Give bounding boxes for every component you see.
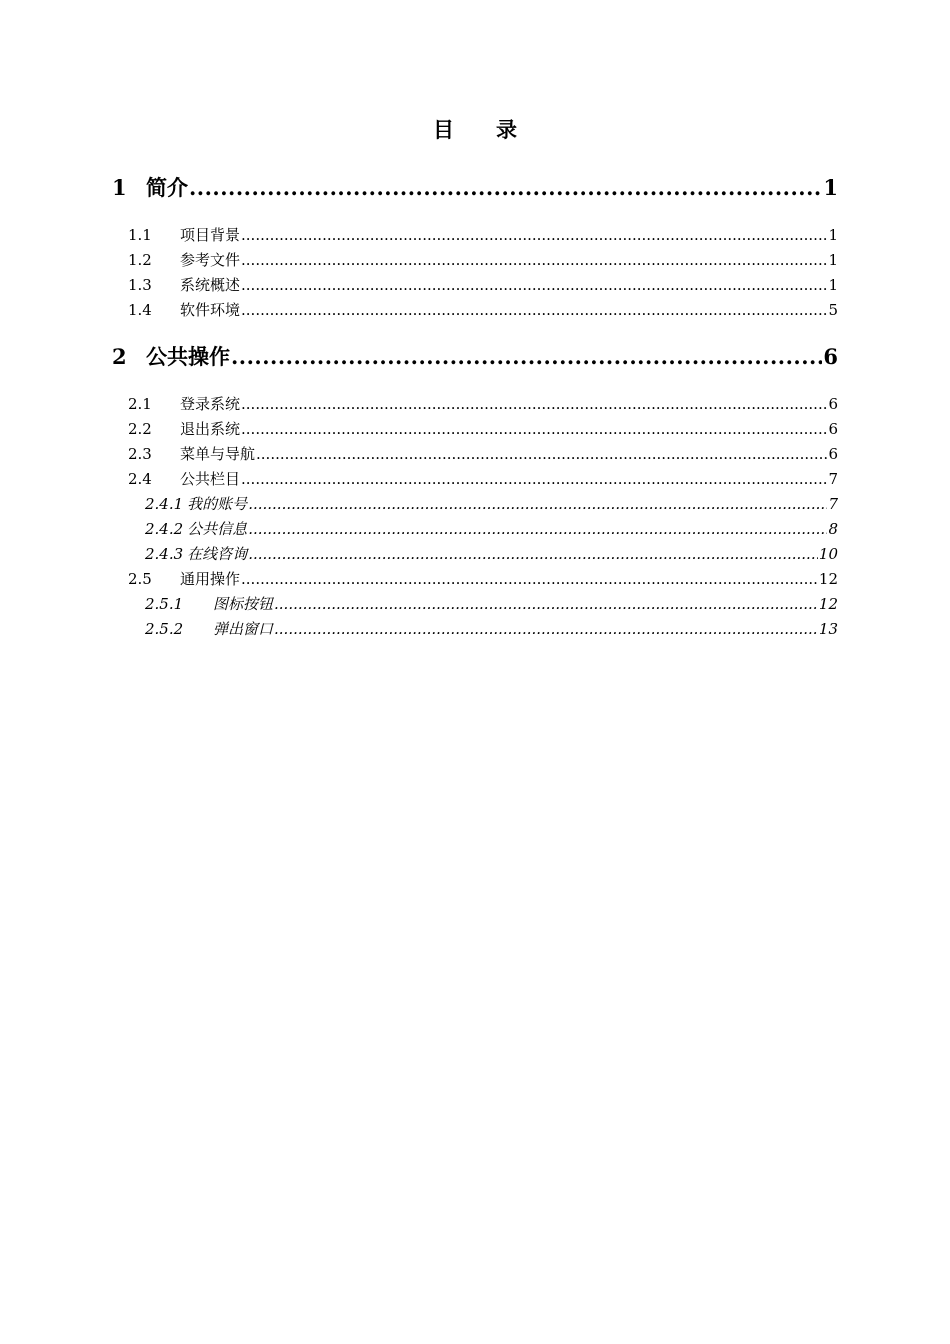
dot-leader <box>241 226 827 244</box>
toc-entry-1-1[interactable] <box>112 224 838 245</box>
toc-entry-2-5-1[interactable] <box>112 593 838 614</box>
toc-entry-2-1[interactable] <box>112 393 838 414</box>
toc-entry-label: 项目背景 <box>180 226 241 244</box>
toc-title: 目 录 <box>433 117 517 142</box>
toc-entry-label: 系统概述 <box>180 276 241 294</box>
toc-entry-label: 弹出窗口 <box>213 620 274 638</box>
toc-entry-label: 图标按钮 <box>213 595 274 613</box>
toc-entry-number: 2.5 <box>128 570 152 588</box>
toc-entry-page: 7 <box>828 470 838 488</box>
toc-entry-number: 2.4 <box>128 470 152 488</box>
toc-entry-label: 在线咨询 <box>187 545 248 563</box>
toc-entry-number: 2 <box>112 344 127 369</box>
toc-entry-2-5-2[interactable] <box>112 618 838 639</box>
toc-entry-label: 公共信息 <box>187 520 248 538</box>
toc-entry-1-3[interactable] <box>112 274 838 295</box>
toc-entry-page: 13 <box>818 620 838 638</box>
dot-leader <box>241 276 827 294</box>
toc-entry-label: 我的账号 <box>187 495 248 513</box>
toc-entry-1-4[interactable] <box>112 299 838 320</box>
toc-entry-page: 7 <box>828 495 838 513</box>
toc-entry-label: 公共栏目 <box>180 470 241 488</box>
toc-entry-number: 1.4 <box>128 301 152 319</box>
toc-entry-2-3[interactable] <box>112 443 838 464</box>
toc-entry-number: 2.5.1 <box>145 595 184 613</box>
toc-entry-2-5[interactable] <box>112 568 838 589</box>
toc-entry-label: 简介 <box>146 175 188 200</box>
toc-entry-number: 2.4.3 <box>145 545 184 563</box>
dot-leader <box>241 470 827 488</box>
toc-entry-number: 1.1 <box>128 226 152 244</box>
toc-entry-page: 8 <box>828 520 838 538</box>
dot-leader <box>248 520 827 538</box>
dot-leader <box>241 395 827 413</box>
toc-entry-2-4[interactable] <box>112 468 838 489</box>
toc-entry-number: 2.1 <box>128 395 152 413</box>
toc-entry-number: 2.3 <box>128 445 152 463</box>
dot-leader <box>231 344 822 369</box>
toc-entry-page: 10 <box>818 545 838 563</box>
dot-leader <box>241 570 818 588</box>
toc-entry-1-2[interactable] <box>112 249 838 270</box>
toc-entry-2-4-3[interactable] <box>112 543 838 564</box>
dot-leader <box>189 175 822 200</box>
toc-entry-label: 公共操作 <box>146 344 230 369</box>
toc-entry-page: 6 <box>828 420 838 438</box>
toc-entry-label: 菜单与导航 <box>180 445 256 463</box>
dot-leader <box>274 620 818 638</box>
toc-entry-2-2[interactable] <box>112 418 838 439</box>
toc-entry-1[interactable] <box>112 172 838 202</box>
toc-entry-page: 1 <box>828 276 838 294</box>
toc-entry-page: 6 <box>828 395 838 413</box>
toc-entry-page: 6 <box>823 344 838 369</box>
toc-entry-number: 2.4.1 <box>145 495 184 513</box>
dot-leader <box>248 545 818 563</box>
toc-entry-number: 2.4.2 <box>145 520 184 538</box>
toc-entry-page: 1 <box>823 175 838 200</box>
dot-leader <box>241 420 827 438</box>
dot-leader <box>256 445 827 463</box>
toc-entry-2-4-1[interactable] <box>112 493 838 514</box>
toc-entry-label: 软件环境 <box>180 301 241 319</box>
toc-entry-label: 退出系统 <box>180 420 241 438</box>
toc-entry-number: 1.2 <box>128 251 152 269</box>
toc-entry-page: 5 <box>828 301 838 319</box>
dot-leader <box>274 595 818 613</box>
toc-entry-2-4-2[interactable] <box>112 518 838 539</box>
toc-entry-number: 2.2 <box>128 420 152 438</box>
dot-leader <box>241 301 827 319</box>
dot-leader <box>241 251 827 269</box>
toc-entry-page: 1 <box>828 251 838 269</box>
toc-entry-number: 1.3 <box>128 276 152 294</box>
toc-entry-number: 1 <box>112 175 127 200</box>
toc-entry-page: 12 <box>818 595 838 613</box>
toc-entry-page: 1 <box>828 226 838 244</box>
toc-entry-label: 参考文件 <box>180 251 241 269</box>
toc-entry-page: 12 <box>818 570 838 588</box>
dot-leader <box>248 495 827 513</box>
toc-entry-number: 2.5.2 <box>145 620 184 638</box>
toc-entry-page: 6 <box>828 445 838 463</box>
toc-entry-label: 登录系统 <box>180 395 241 413</box>
toc-entry-label: 通用操作 <box>180 570 241 588</box>
toc-entry-2[interactable] <box>112 341 838 371</box>
